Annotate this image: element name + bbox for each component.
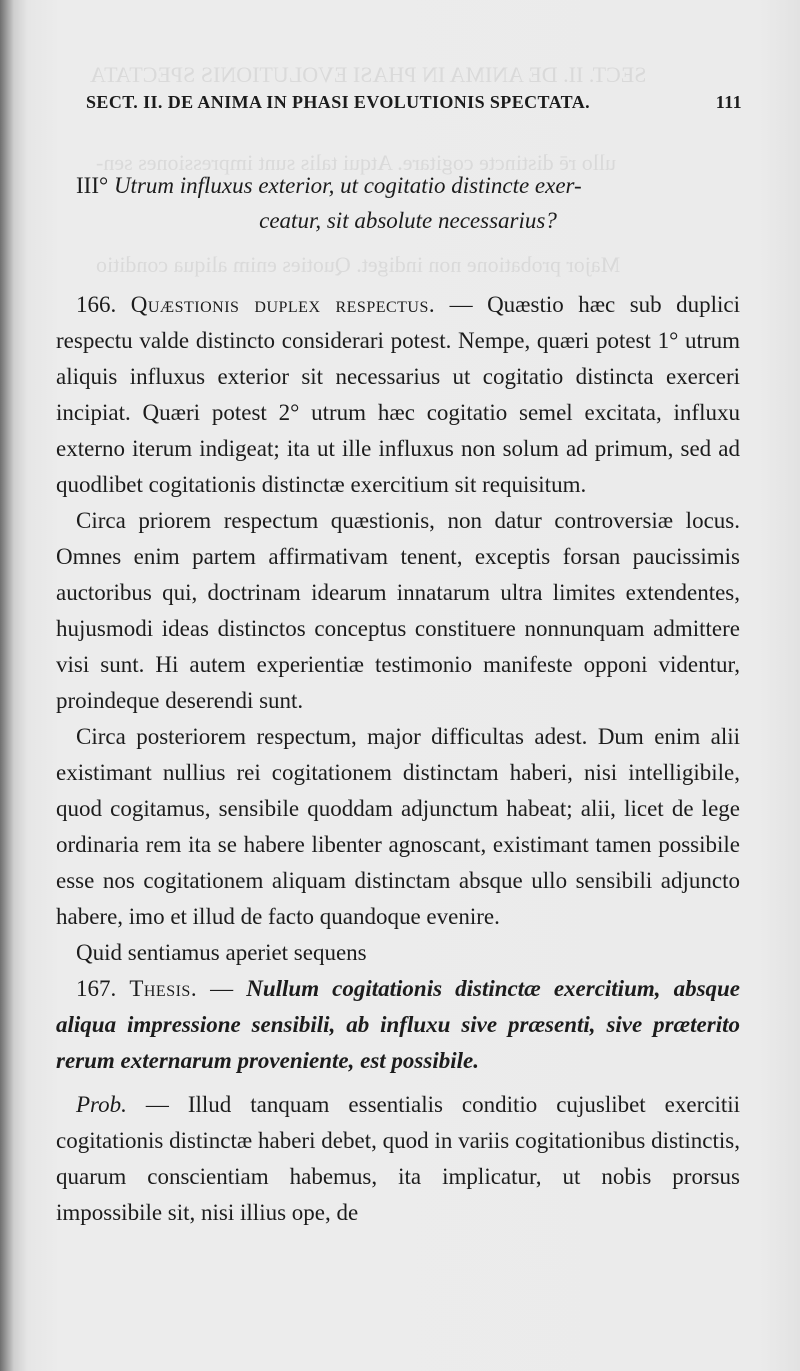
paragraph-167 xyxy=(56,971,740,1079)
show-through-text: SECT. II. DE ANIMA IN PHASI EVOLUTIONIS SPECTATA xyxy=(90,62,647,87)
section-title-166: Quæstionis duplex respectus. xyxy=(130,292,436,317)
thesis-label: Thesis. xyxy=(129,976,198,1001)
dash: — xyxy=(126,1092,188,1117)
question-heading xyxy=(76,168,740,238)
show-through-text: ullo rē distincte cogitare. Atqui talis sunt impressiones sen- xyxy=(96,150,616,175)
question-line-1 xyxy=(76,168,740,203)
dash: — xyxy=(435,292,488,317)
section-number-167: 167. xyxy=(76,976,117,1001)
running-head-title: SECT. II. DE ANIMA IN PHASI EVOLUTIONIS SPECTATA. xyxy=(86,92,591,112)
section-text-166: Quæstio hæc sub duplici respectu valde distincto considerari potest. Nempe, quæri potest 1° utrum aliquis influxus exterior sit necessarius ut cogitatio distincta exerceri incipiat. Quæri potest 2° utrum hæc cogitatio semel excitata, influxu externo iterum indigeat; ita ut ille influxus non solum ad primum, sed ad quodlibet cogitationis distinctæ exercitium sit requisitum. xyxy=(56,292,740,497)
question-text-1: Utrum influxus exterior, ut cogitatio distincte exer- xyxy=(113,173,582,198)
show-through-text: Major probatione non indiget. Quoties enim aliqua conditio xyxy=(96,252,621,277)
question-numeral: III° xyxy=(76,173,109,198)
prob-text: Illud tanquam essentialis conditio cujuslibet exercitii cogitationis distinctæ haberi debet, quod in variis cogitationibus distinctis, quarum conscientiam habemus, ita implicatur, ut nobis prorsus impossibile sit, nisi illius ope, de xyxy=(56,1092,741,1225)
paragraph-quid: Quid sentiamus aperiet sequens xyxy=(76,940,367,965)
thesis-text: Nullum cogitationis distinctæ exercitium, absque aliqua impressione sensibili, ab influxu sive præsenti, sive præterito rerum externarum proveniente, est possibile. xyxy=(56,976,741,1073)
page-number: 111 xyxy=(715,92,742,112)
paragraph-prob xyxy=(56,1087,740,1231)
prob-label: Prob. xyxy=(76,1092,127,1117)
paragraph-posterior: Circa posteriorem respectum, major difficultas adest. Dum enim alii existimant nullius rei cogitationem distinctam haberi, nisi intelligibile, quod cogitamus, sensibile quoddam adjunctum habeat; alii, licet de lege ordinaria rem ita se habere libenter agnoscant, existimant tamen possibile esse nos cogitationem aliquam distinctam absque ullo sensibili adjuncto habere, imo et illud de facto quandoque evenire. xyxy=(56,724,740,929)
book-spine-shadow xyxy=(0,0,14,1371)
running-head xyxy=(86,92,742,113)
question-text-2: ceatur, sit absolute necessarius? xyxy=(259,208,557,233)
paragraph-166 xyxy=(56,287,740,503)
question-line-2 xyxy=(76,203,740,238)
dash: — xyxy=(197,976,247,1001)
body-text xyxy=(56,287,740,1231)
section-number-166: 166. xyxy=(76,292,117,317)
paragraph-prior: Circa priorem respectum quæstionis, non datur controversiæ locus. Omnes enim partem affirmativam tenent, exceptis forsan paucissimis auctoribus qui, doctrinam idearum innatarum ultra limites extendentes, hujusmodi ideas distinctos conceptus constituere nonnunquam admittere visi sunt. Hi autem experientiæ testimonio manifeste opponi videntur, proindeque deserendi sunt. xyxy=(56,508,740,713)
